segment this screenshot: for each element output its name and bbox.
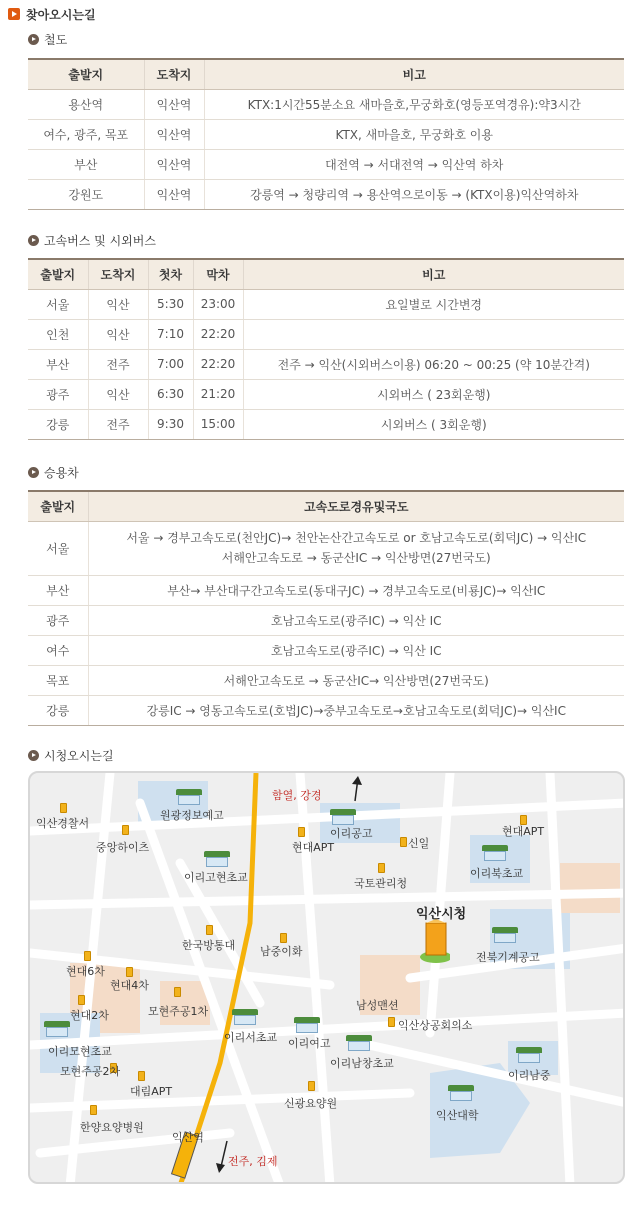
map-label-irigohyeon: 이리고현초교 bbox=[184, 871, 248, 884]
bus-table bbox=[28, 258, 624, 440]
location-pin-icon bbox=[138, 1071, 145, 1081]
cell: 부산 bbox=[28, 149, 144, 179]
location-pin-icon bbox=[60, 803, 67, 813]
map-label-sanggong: 익산상공회의소 bbox=[398, 1019, 473, 1032]
table-row bbox=[28, 179, 624, 209]
cell: 서울 bbox=[28, 289, 88, 319]
cell: 15:00 bbox=[193, 409, 243, 439]
cell: 여수 bbox=[28, 635, 88, 665]
cell: 부산→ 부산대구간고속도로(동대구JC) → 경부고속도로(비룡JC)→ 익산IC bbox=[88, 575, 624, 605]
location-pin-icon bbox=[78, 995, 85, 1005]
cell: 21:20 bbox=[193, 379, 243, 409]
cell: 전주 bbox=[88, 409, 148, 439]
cell: 익산 bbox=[88, 379, 148, 409]
map-label-wonkwang: 원광정보예고 bbox=[160, 809, 224, 822]
cell: 강릉역 → 청량리역 → 용산역으로이동 → (KTX이용)익산역하차 bbox=[204, 179, 624, 209]
cell: 서울 bbox=[28, 521, 88, 575]
route-line: 서해안고속도로 → 동군산IC → 익산방면(27번국도) bbox=[221, 551, 491, 565]
cell: KTX, 새마을호, 무궁화호 이용 bbox=[204, 119, 624, 149]
col-header: 출발지 bbox=[28, 259, 88, 289]
location-pin-icon bbox=[298, 827, 305, 837]
school-icon bbox=[232, 1009, 258, 1025]
school-icon bbox=[492, 927, 518, 943]
cell: 22:20 bbox=[193, 319, 243, 349]
map-label-hyundai-apt: 현대APT bbox=[292, 841, 335, 854]
table-row bbox=[28, 605, 624, 635]
cell: 익산역 bbox=[144, 179, 204, 209]
location-pin-icon bbox=[90, 1105, 97, 1115]
rail-heading: 철도 bbox=[44, 32, 68, 47]
col-header: 첫차 bbox=[148, 259, 193, 289]
school-icon bbox=[516, 1047, 542, 1063]
map-label-hyundai4: 현대4차 bbox=[110, 979, 149, 992]
cell: 여수, 광주, 목포 bbox=[28, 119, 144, 149]
school-icon bbox=[294, 1017, 320, 1033]
school-icon bbox=[204, 851, 230, 867]
cell: 부산 bbox=[28, 575, 88, 605]
table-header-row bbox=[28, 491, 624, 521]
location-pin-icon bbox=[378, 863, 385, 873]
cell: 부산 bbox=[28, 349, 88, 379]
school-icon bbox=[346, 1035, 372, 1051]
table-header-row bbox=[28, 59, 624, 89]
cell: 강원도 bbox=[28, 179, 144, 209]
map-label-mohyeon2: 모현주공2차 bbox=[60, 1065, 121, 1078]
map-label-irinamjung: 이리남중 bbox=[508, 1069, 551, 1082]
col-header: 출발지 bbox=[28, 491, 88, 521]
map-label-singwang: 신광요양원 bbox=[284, 1097, 338, 1110]
school-icon bbox=[176, 789, 202, 805]
cell: 광주 bbox=[28, 379, 88, 409]
map-label-iribukcho: 이리북초교 bbox=[470, 867, 524, 880]
cell: 23:00 bbox=[193, 289, 243, 319]
table-row bbox=[28, 521, 624, 575]
col-header: 비고 bbox=[204, 59, 624, 89]
table-row bbox=[28, 89, 624, 119]
table-row bbox=[28, 349, 624, 379]
school-icon bbox=[330, 809, 356, 825]
school-icon bbox=[44, 1021, 70, 1037]
location-pin-icon bbox=[280, 933, 287, 943]
location-pin-icon bbox=[400, 837, 407, 847]
car-table bbox=[28, 490, 624, 726]
cell: 목포 bbox=[28, 665, 88, 695]
cell: 강릉 bbox=[28, 409, 88, 439]
map-label-namseong: 남성맨션 bbox=[356, 999, 399, 1012]
cell: 서해안고속도로 → 동군산IC→ 익산방면(27번국도) bbox=[88, 665, 624, 695]
map-label-jeonbuk: 전북기계공고 bbox=[476, 951, 540, 964]
cityhall-building-icon bbox=[420, 919, 450, 963]
map-section-header bbox=[28, 747, 114, 763]
route-line: 서울 → 경부고속도로(천안JC)→ 천안논산간고속도로 or 호남고속도로(회덕JC) → 익산IC bbox=[126, 531, 587, 545]
location-pin-icon bbox=[308, 1081, 315, 1091]
table-header-row bbox=[28, 259, 624, 289]
cell: 호남고속도로(광주IC) → 익산 IC bbox=[88, 635, 624, 665]
map-label-hanguk: 한국방통대 bbox=[182, 939, 236, 952]
cell: 대전역 → 서대전역 → 익산역 하차 bbox=[204, 149, 624, 179]
cell: 6:30 bbox=[148, 379, 193, 409]
cell: 강릉IC → 영동고속도로(호법JC)→중부고속도로→호남고속도로(회덕JC)→ 익산IC bbox=[88, 695, 624, 725]
map[interactable] bbox=[28, 771, 625, 1184]
arrow-icon bbox=[8, 8, 20, 20]
map-label-hyundai-apt: 현대APT bbox=[502, 825, 545, 838]
location-pin-icon bbox=[122, 825, 129, 835]
map-label-irimohyeon: 이리모현초교 bbox=[48, 1045, 112, 1058]
col-header: 도착지 bbox=[144, 59, 204, 89]
bullet-icon bbox=[28, 34, 39, 45]
cell: 호남고속도로(광주IC) → 익산 IC bbox=[88, 605, 624, 635]
col-header: 비고 bbox=[243, 259, 624, 289]
bus-heading: 고속버스 및 시외버스 bbox=[44, 233, 156, 248]
page-title bbox=[8, 5, 96, 23]
cell: 용산역 bbox=[28, 89, 144, 119]
cell: 전주 bbox=[88, 349, 148, 379]
cell: 7:10 bbox=[148, 319, 193, 349]
map-label-police: 익산경찰서 bbox=[36, 817, 90, 830]
cell: 22:20 bbox=[193, 349, 243, 379]
cell: 요일별로 시간변경 bbox=[243, 289, 624, 319]
map-label-irinamchang: 이리남창초교 bbox=[330, 1057, 394, 1070]
cell: 7:00 bbox=[148, 349, 193, 379]
location-pin-icon bbox=[206, 925, 213, 935]
map-label-hyundai2: 현대2차 bbox=[70, 1009, 109, 1022]
bus-section-header bbox=[28, 232, 156, 248]
map-label-jeonju: 전주, 김제 bbox=[228, 1155, 278, 1168]
map-label-hanyang: 한양요양병원 bbox=[80, 1121, 144, 1134]
cell: 강릉 bbox=[28, 695, 88, 725]
rail-section-header bbox=[28, 31, 67, 47]
table-row bbox=[28, 409, 624, 439]
map-label-namjung: 남중이화 bbox=[260, 945, 303, 958]
col-header: 출발지 bbox=[28, 59, 144, 89]
table-row bbox=[28, 695, 624, 725]
map-label-jungang-heights: 중앙하이츠 bbox=[96, 841, 150, 854]
map-label-hamyeol: 함열, 강경 bbox=[272, 789, 322, 802]
map-label-mohyeon1: 모현주공1차 bbox=[148, 1005, 209, 1018]
cell: 광주 bbox=[28, 605, 88, 635]
map-label-sinil: 신일 bbox=[408, 837, 430, 850]
page-title-text: 찾아오시는길 bbox=[26, 7, 96, 22]
cell: 9:30 bbox=[148, 409, 193, 439]
map-label-hyundai6: 현대6차 bbox=[66, 965, 105, 978]
table-row bbox=[28, 379, 624, 409]
map-label-iriseo: 이리서초교 bbox=[224, 1031, 278, 1044]
bullet-icon bbox=[28, 235, 39, 246]
arrow-up-icon-head bbox=[352, 776, 362, 785]
map-label-iriyeogo: 이리여고 bbox=[288, 1037, 331, 1050]
cell: KTX:1시간55분소요 새마을호,무궁화호(영등포역경유):약3시간 bbox=[204, 89, 624, 119]
location-pin-icon bbox=[388, 1017, 395, 1027]
location-pin-icon bbox=[174, 987, 181, 997]
location-pin-icon bbox=[84, 951, 91, 961]
cell: 익산역 bbox=[144, 89, 204, 119]
map-label-iri-high: 이리공고 bbox=[330, 827, 373, 840]
map-label-iksan-univ: 익산대학 bbox=[436, 1109, 479, 1122]
bullet-icon bbox=[28, 750, 39, 761]
school-icon bbox=[448, 1085, 474, 1101]
col-header: 도착지 bbox=[88, 259, 148, 289]
table-row bbox=[28, 289, 624, 319]
cell: 익산역 bbox=[144, 119, 204, 149]
cell: 익산 bbox=[88, 289, 148, 319]
table-row bbox=[28, 575, 624, 605]
cell bbox=[243, 319, 624, 349]
map-label-station: 익산역 bbox=[172, 1131, 204, 1144]
location-pin-icon bbox=[126, 967, 133, 977]
school-icon bbox=[482, 845, 508, 861]
col-header: 막차 bbox=[193, 259, 243, 289]
cell: 익산 bbox=[88, 319, 148, 349]
cell: 익산역 bbox=[144, 149, 204, 179]
arrow-down-icon-head bbox=[216, 1163, 225, 1173]
cell: 시외버스 ( 23회운행) bbox=[243, 379, 624, 409]
map-heading: 시청오시는길 bbox=[44, 748, 114, 763]
car-section-header bbox=[28, 464, 79, 480]
cell: 5:30 bbox=[148, 289, 193, 319]
cell: 시외버스 ( 3회운행) bbox=[243, 409, 624, 439]
map-label-cityhall[interactable]: 익산시청 bbox=[416, 907, 467, 922]
table-row bbox=[28, 665, 624, 695]
table-row bbox=[28, 149, 624, 179]
map-block bbox=[560, 863, 620, 913]
cell: 전주 → 익산(시외버스이용) 06:20 ~ 00:25 (약 10분간격) bbox=[243, 349, 624, 379]
bullet-icon bbox=[28, 467, 39, 478]
cell bbox=[88, 521, 624, 575]
col-header: 고속도로경유및국도 bbox=[88, 491, 624, 521]
map-label-gukto: 국토관리청 bbox=[354, 877, 408, 890]
cell: 인천 bbox=[28, 319, 88, 349]
rail-table bbox=[28, 58, 624, 210]
table-row bbox=[28, 635, 624, 665]
table-row bbox=[28, 119, 624, 149]
car-heading: 승용차 bbox=[44, 465, 79, 480]
map-label-daerim: 대림APT bbox=[130, 1085, 173, 1098]
table-row bbox=[28, 319, 624, 349]
